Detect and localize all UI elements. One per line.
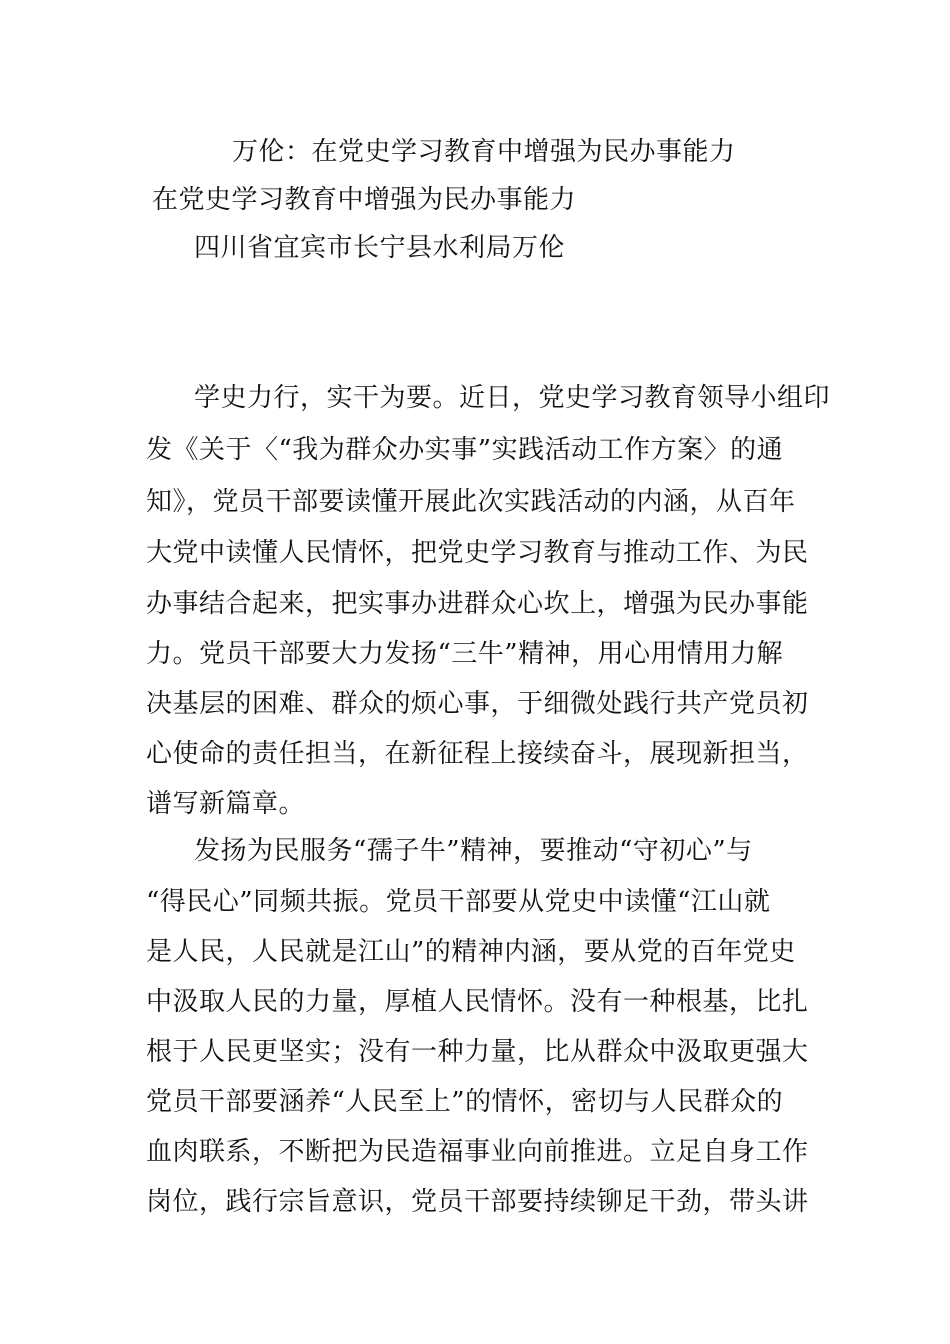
body-line: 岗位，践行宗旨意识，党员干部要持续铆足干劲，带头讲 [146,1187,809,1217]
body-line: 血肉联系，不断把为民造福事业向前推进。立足自身工作 [146,1137,809,1167]
document-author: 四川省宜宾市长宁县水利局万伦 [194,233,566,263]
body-line: 办事结合起来，把实事办进群众心坎上，增强为民办事能 [146,589,809,619]
body-line: 力。党员干部要大力发扬“三牛”精神，用心用情用力解 [146,639,784,669]
body-line: 党员干部要涵养“人民至上”的情怀，密切与人民群众的 [146,1087,784,1117]
body-line: 中汲取人民的力量，厚植人民情怀。没有一种根基，比扎 [146,987,809,1017]
body-line: “得民心”同频共振。党员干部要从党史中读懂“江山就 [146,887,771,917]
body-line: 心使命的责任担当，在新征程上接续奋斗，展现新担当， [146,739,809,769]
body-line: 知》，党员干部要读懂开展此次实践活动的内涵，从百年 [146,487,796,517]
body-line: 发扬为民服务“孺子牛”精神，要推动“守初心”与 [194,836,753,866]
body-line: 大党中读懂人民情怀，把党史学习教育与推动工作、为民 [146,538,809,568]
body-line: 发《关于〈“我为群众办实事”实践活动工作方案〉的通 [146,435,784,465]
document-subtitle: 在党史学习教育中增强为民办事能力 [152,185,577,215]
document-title: 万伦：在党史学习教育中增强为民办事能力 [232,137,736,167]
body-line: 决基层的困难、群众的烦心事，于细微处践行共产党员初 [146,689,809,719]
body-line: 学史力行，实干为要。近日，党史学习教育领导小组印 [194,383,831,413]
body-line: 是人民，人民就是江山”的精神内涵，要从党的百年党史 [146,937,796,967]
body-line: 谱写新篇章。 [146,789,306,819]
body-line: 根于人民更坚实；没有一种力量，比从群众中汲取更强大 [146,1037,809,1067]
